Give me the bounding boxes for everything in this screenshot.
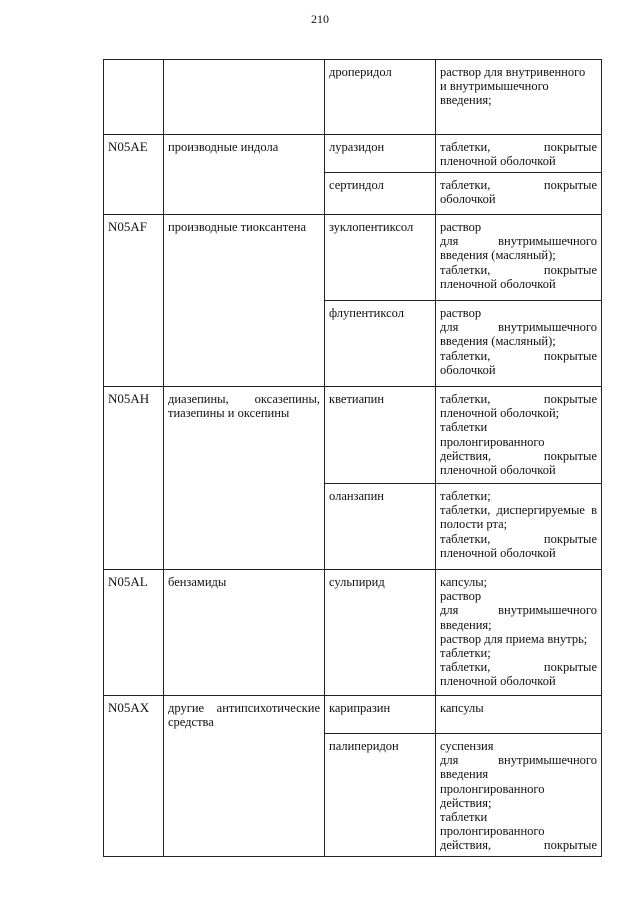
dosage-form-cell (436, 215, 602, 301)
dosage-form-line: введения (440, 767, 489, 782)
atc-code-cell: N05AH (104, 387, 164, 570)
dosage-form-line: для внутримышечного (440, 234, 597, 249)
page-number: 210 (311, 12, 329, 26)
drug-name-cell: карипразин (325, 696, 436, 734)
atc-code-cell: N05AE (104, 135, 164, 215)
dosage-form-line: пролонгированного (440, 434, 545, 449)
dosage-form-line: таблетки; (440, 646, 491, 661)
dosage-form-line: раствор (440, 306, 482, 320)
table-row (104, 60, 602, 135)
dosage-form-line: введения (масляный); (440, 248, 556, 263)
group-name-cell: бензамиды (164, 570, 325, 696)
dosage-form-line: таблетки (440, 420, 488, 435)
dosage-form-line: введения; (440, 617, 492, 632)
drug-name-cell: палиперидон (325, 734, 436, 857)
dosage-form-line: пленочной оболочкой; (440, 406, 560, 421)
dosage-form-line: капсулы (440, 701, 484, 715)
dosage-form-line: таблетки, покрытые (440, 140, 597, 154)
drug-name-cell: флупентиксол (325, 301, 436, 387)
dosage-form-line: пленочной оболочкой (440, 545, 556, 560)
group-name-cell: диазепины, оксазепины, тиазепины и оксепины (164, 387, 325, 570)
dosage-form-line: пленочной оболочкой (440, 276, 556, 291)
dosage-form-line: таблетки, покрытые (440, 660, 597, 675)
dosage-form-line: оболочкой (440, 192, 496, 207)
drug-name-cell: зуклопентиксол (325, 215, 436, 301)
atc-code-cell: N05AF (104, 215, 164, 387)
atc-drug-table (103, 59, 602, 857)
dosage-form-line: раствор (440, 589, 482, 604)
dosage-form-line: для внутримышечного (440, 320, 597, 335)
dosage-form-line: для внутримышечного (440, 603, 597, 618)
dosage-form-line: таблетки, покрытые (440, 178, 597, 192)
dosage-form-cell (436, 484, 602, 570)
dosage-form-line: полости рта; (440, 517, 508, 532)
atc-code-cell (104, 60, 164, 135)
dosage-form-line: раствор для внутривенного (440, 65, 586, 79)
dosage-form-line: пролонгированного (440, 824, 545, 839)
dosage-form-line: действия, покрытые (440, 448, 597, 463)
atc-code-cell: N05AL (104, 570, 164, 696)
dosage-form-line: таблетки (440, 810, 488, 825)
dosage-form-line: капсулы; (440, 575, 488, 589)
table-row (104, 215, 602, 301)
dosage-form-line: раствор для приема внутрь; (440, 631, 588, 646)
group-name-cell: производные тиоксантена (164, 215, 325, 387)
group-name-cell: другие антипсихотические средства (164, 696, 325, 857)
dosage-form-line: действия, покрытые (440, 838, 597, 853)
dosage-form-line: введения (масляный); (440, 334, 556, 349)
dosage-form-cell (436, 696, 602, 734)
dosage-form-line: пролонгированного (440, 781, 545, 796)
dosage-form-line: таблетки, диспергируемые в (440, 503, 597, 518)
dosage-form-cell (436, 135, 602, 173)
table-row (104, 135, 602, 173)
dosage-form-cell (436, 570, 602, 696)
drug-name-cell: кветиапин (325, 387, 436, 484)
dosage-form-cell (436, 60, 602, 135)
group-name-cell (164, 60, 325, 135)
table-row (104, 570, 602, 696)
drug-name-cell: сертиндол (325, 173, 436, 215)
table-row (104, 387, 602, 484)
dosage-form-line: введения; (440, 93, 492, 108)
dosage-form-line: и внутримышечного (440, 79, 549, 94)
dosage-form-line: действия; (440, 795, 492, 810)
dosage-form-line: для внутримышечного (440, 753, 597, 768)
dosage-form-cell (436, 301, 602, 387)
dosage-form-line: пленочной оболочкой (440, 154, 556, 169)
drug-name-cell: сульпирид (325, 570, 436, 696)
dosage-form-line: суспензия (440, 739, 494, 753)
dosage-form-line: таблетки, покрытые (440, 392, 597, 406)
group-name-cell: производные индола (164, 135, 325, 215)
dosage-form-line: оболочкой (440, 362, 496, 377)
drug-name-cell: дроперидол (325, 60, 436, 135)
table-row (104, 696, 602, 734)
dosage-form-cell (436, 387, 602, 484)
drug-name-cell: оланзапин (325, 484, 436, 570)
dosage-form-line: пленочной оболочкой (440, 463, 556, 478)
dosage-form-line: таблетки, покрытые (440, 348, 597, 363)
atc-code-cell: N05AX (104, 696, 164, 857)
dosage-form-line: раствор (440, 220, 482, 234)
dosage-form-cell (436, 734, 602, 857)
dosage-form-line: таблетки, покрытые (440, 531, 597, 546)
dosage-form-line: пленочной оболочкой (440, 674, 556, 689)
dosage-form-line: таблетки; (440, 489, 491, 503)
drug-name-cell: луразидон (325, 135, 436, 173)
dosage-form-cell (436, 173, 602, 215)
dosage-form-line: таблетки, покрытые (440, 262, 597, 277)
